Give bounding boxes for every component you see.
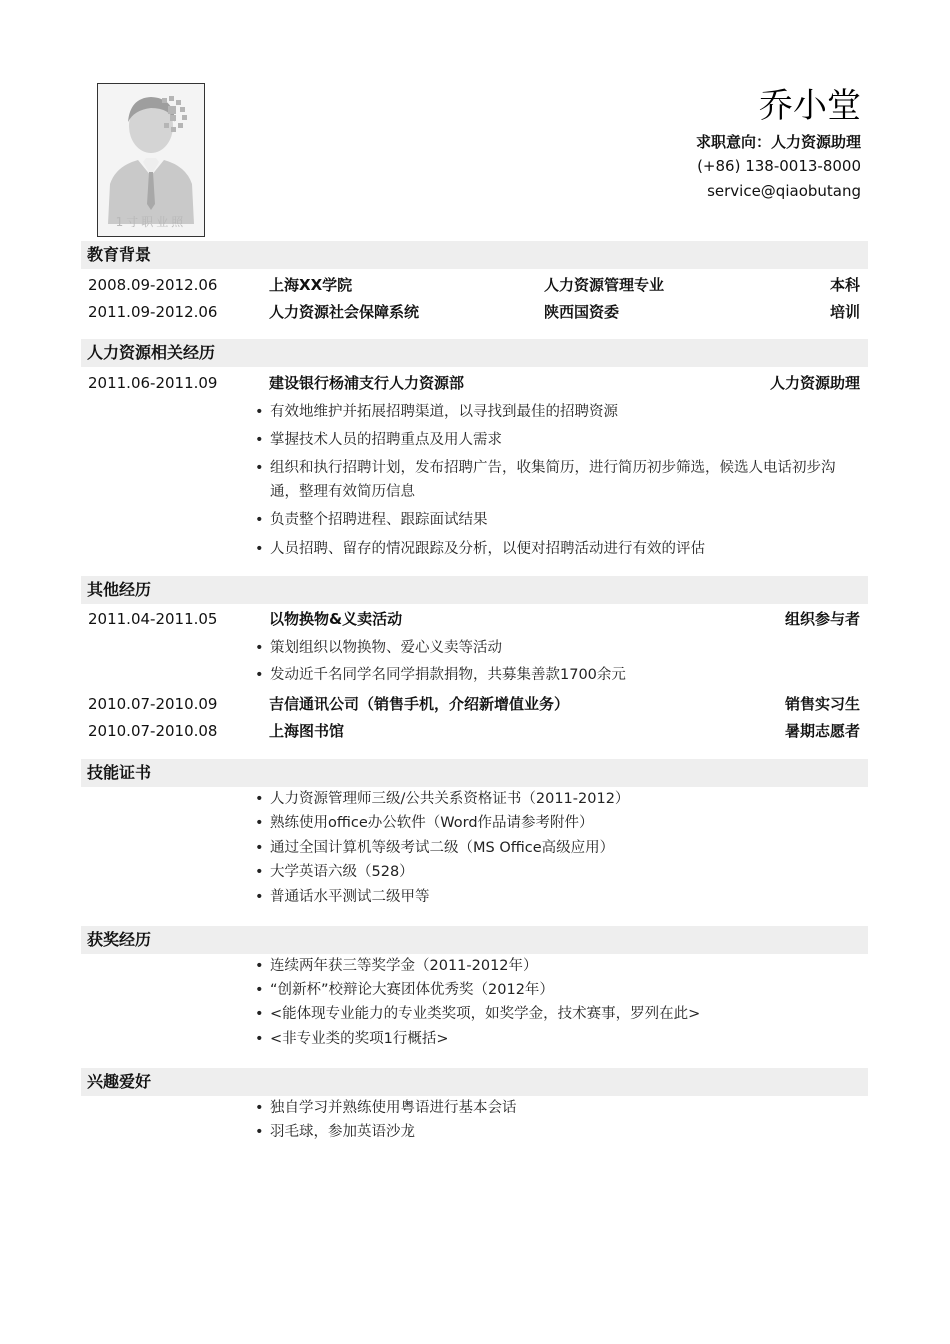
section-title: 获奖经历 [87, 930, 152, 949]
bullet-icon: • [255, 815, 264, 831]
section-other-experience-header [81, 576, 868, 604]
list-item: • 掌握技术人员的招聘重点及用人需求 [255, 428, 860, 452]
section-title: 其他经历 [87, 580, 152, 599]
education-major: 人力资源管理专业 [544, 276, 665, 294]
section-education-header [81, 241, 868, 269]
bullet-icon: • [255, 982, 264, 998]
profile-photo [97, 83, 205, 237]
list-item: • 熟练使用office办公软件（Word作品请参考附件） [255, 811, 860, 835]
experience-org: 以物换物&义卖活动 [269, 610, 403, 628]
section-title: 教育背景 [87, 245, 152, 264]
section-awards-header [81, 926, 868, 954]
bullet-icon: • [255, 1124, 264, 1140]
education-date: 2008.09-2012.06 [88, 276, 218, 294]
list-item: • 负责整个招聘进程、跟踪面试结果 [255, 508, 860, 532]
section-title: 技能证书 [87, 763, 152, 782]
education-row [88, 301, 860, 323]
bullet-icon: • [255, 1100, 264, 1116]
experience-role: 人力资源助理 [769, 374, 860, 392]
job-intent: 求职意向：人力资源助理 [695, 133, 861, 151]
bullet-icon: • [255, 1031, 264, 1047]
bullet-icon: • [255, 840, 264, 856]
education-school: 上海XX学院 [269, 276, 353, 294]
bullet-icon: • [255, 541, 264, 557]
experience-org: 上海图书馆 [269, 722, 345, 740]
list-item: • 组织和执行招聘计划，发布招聘广告，收集简历，进行简历初步筛选，候选人电话初步沟通，整理有效简历信息 [255, 456, 860, 504]
bullet-icon: • [255, 667, 264, 683]
experience-row [88, 372, 860, 394]
section-title: 兴趣爱好 [87, 1072, 152, 1091]
experience-org: 吉信通讯公司（销售手机，介绍新增值业务） [269, 695, 570, 713]
section-skills-header [81, 759, 868, 787]
bullet-icon: • [255, 958, 264, 974]
experience-org: 建设银行杨浦支行人力资源部 [269, 374, 465, 392]
bullet-icon: • [255, 1006, 264, 1022]
list-item: • 有效地维护并拓展招聘渠道，以寻找到最佳的招聘资源 [255, 400, 860, 424]
education-row [88, 274, 860, 296]
bullet-icon: • [255, 404, 264, 420]
education-date: 2011.09-2012.06 [88, 303, 218, 321]
education-major: 陕西国资委 [544, 303, 620, 321]
bullet-icon: • [255, 864, 264, 880]
phone-number: (+86) 138-0013-8000 [697, 157, 861, 175]
candidate-name: 乔小堂 [759, 86, 861, 126]
list-item: • <非专业类的奖项1行概括> [255, 1027, 860, 1051]
list-item: • 发动近千名同学名同学捐款捐物，共募集善款1700余元 [255, 663, 860, 687]
list-item: • 人员招聘、留存的情况跟踪及分析，以便对招聘活动进行有效的评估 [255, 537, 860, 561]
experience-date: 2010.07-2010.09 [88, 695, 218, 713]
list-item: • 通过全国计算机等级考试二级（MS Office高级应用） [255, 836, 860, 860]
bullet-icon: • [255, 791, 264, 807]
list-item: • 普通话水平测试二级甲等 [255, 885, 860, 909]
section-hobbies-header [81, 1068, 868, 1096]
education-degree: 本科 [829, 276, 860, 294]
education-school: 人力资源社会保障系统 [269, 303, 420, 321]
bullet-icon: • [255, 889, 264, 905]
bullet-icon: • [255, 432, 264, 448]
section-title: 人力资源相关经历 [87, 343, 216, 362]
experience-role: 暑期志愿者 [784, 722, 860, 740]
experience-role: 销售实习生 [784, 695, 860, 713]
experience-row [88, 720, 860, 742]
experience-date: 2010.07-2010.08 [88, 722, 218, 740]
list-item: • 人力资源管理师三级/公共关系资格证书（2011-2012） [255, 787, 860, 811]
photo-caption: 1寸职业照 [115, 215, 187, 229]
list-item: • 策划组织以物换物、爱心义卖等活动 [255, 636, 860, 660]
experience-date: 2011.04-2011.05 [88, 610, 218, 628]
bullet-icon: • [255, 640, 264, 656]
experience-role: 组织参与者 [784, 610, 860, 628]
section-hr-experience-header [81, 339, 868, 367]
experience-row [88, 693, 860, 715]
bullet-icon: • [255, 512, 264, 528]
experience-date: 2011.06-2011.09 [88, 374, 218, 392]
list-item: • 羽毛球，参加英语沙龙 [255, 1120, 860, 1144]
list-item: • 连续两年获三等奖学金（2011-2012年） [255, 954, 860, 978]
experience-row [88, 608, 860, 630]
list-item: • <能体现专业能力的专业类奖项，如奖学金，技术赛事，罗列在此> [255, 1002, 860, 1026]
bullet-icon: • [255, 460, 264, 476]
list-item: • “创新杯”校辩论大赛团体优秀奖（2012年） [255, 978, 860, 1002]
email-address: service@qiaobutang [707, 182, 861, 200]
education-degree: 培训 [829, 303, 860, 321]
list-item: • 独自学习并熟练使用粤语进行基本会话 [255, 1096, 860, 1120]
list-item: • 大学英语六级（528） [255, 860, 860, 884]
